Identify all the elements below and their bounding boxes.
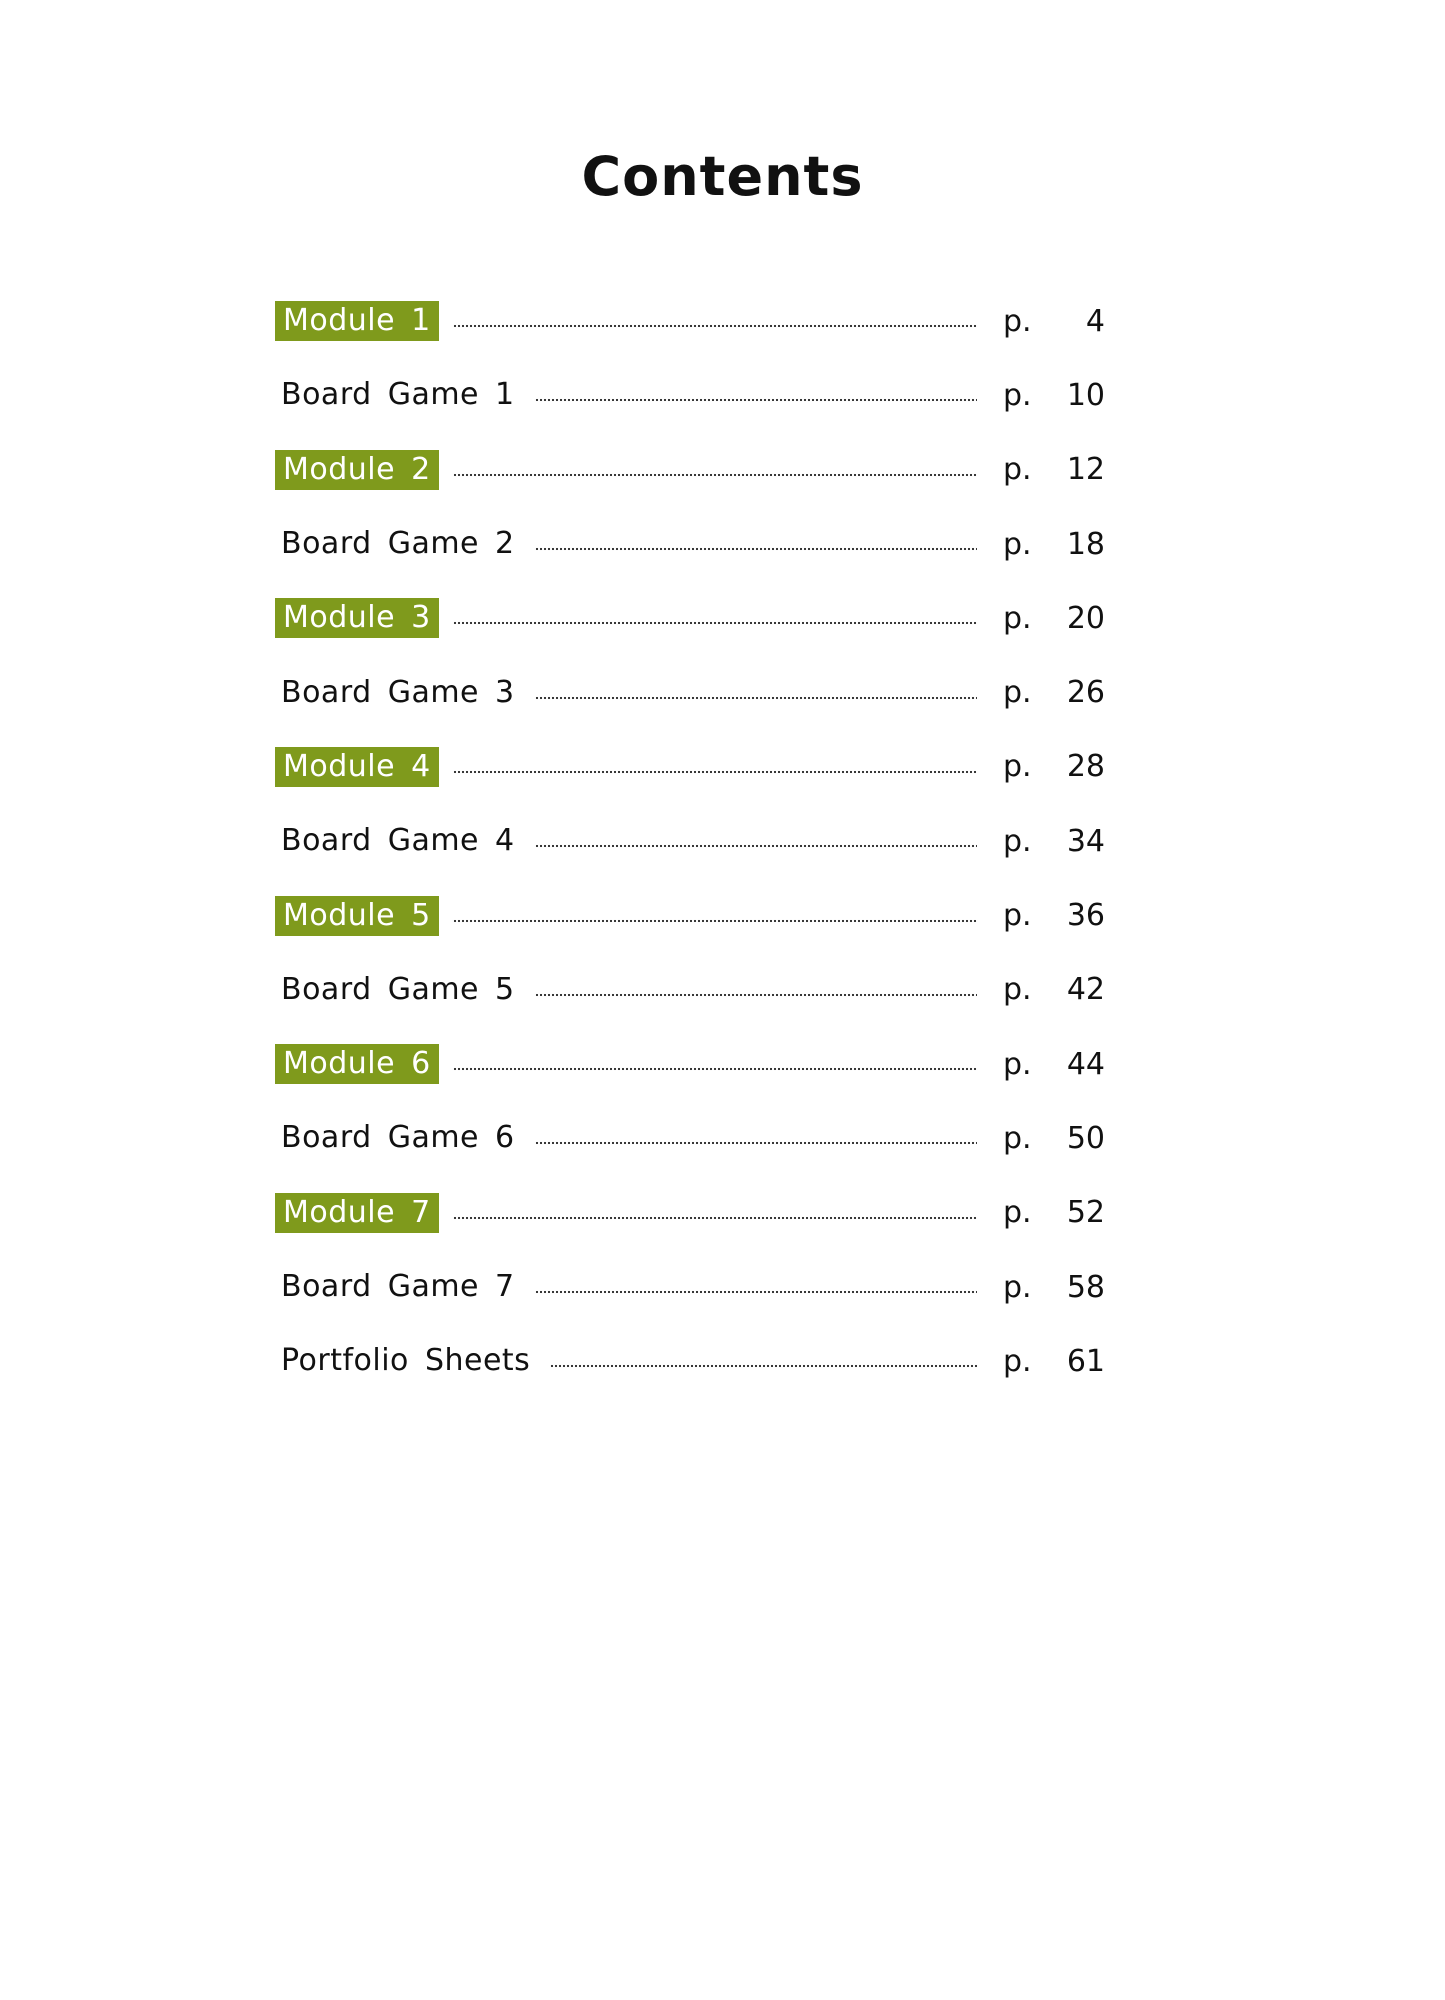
page-number: 44 [1066,1046,1105,1082]
toc-entry-label: Module 4 [275,747,439,787]
toc-entry-module-4[interactable] [275,730,1105,804]
page-number: 36 [1066,898,1105,934]
dot-leader [535,1141,977,1145]
page-number: 28 [1066,749,1105,785]
page-prefix: p. [1003,1046,1032,1082]
page-prefix: p. [1003,675,1032,711]
toc-entry-label: Board Game 6 [281,1120,515,1156]
dot-leader [453,621,977,625]
toc-entry-label: Module 6 [275,1044,439,1084]
page-prefix: p. [1003,1343,1032,1379]
toc-entry-module-2[interactable] [275,433,1105,507]
page-prefix: p. [1003,600,1032,636]
page-prefix: p. [1003,303,1032,339]
toc-entry-label: Module 1 [275,301,439,341]
toc-entry-board-game-2[interactable] [275,507,1105,581]
page-number: 4 [1085,303,1105,339]
toc-entry-label: Module 3 [275,598,439,638]
page-prefix: p. [1003,1269,1032,1305]
toc-entry-module-3[interactable] [275,581,1105,655]
dot-leader [453,1216,977,1220]
page-prefix: p. [1003,526,1032,562]
page-prefix: p. [1003,749,1032,785]
page-number: 52 [1066,1195,1105,1231]
page-prefix: p. [1003,823,1032,859]
toc-entry-board-game-5[interactable] [275,953,1105,1027]
toc-entry-label: Board Game 7 [281,1269,515,1304]
toc-entry-label: Board Game 2 [281,526,515,562]
page-prefix: p. [1003,972,1032,1008]
table-of-contents [275,284,1105,1398]
page-number: 20 [1066,600,1105,636]
page-number: 42 [1066,972,1105,1008]
page-prefix: p. [1003,1120,1032,1156]
page-title: Contents [581,145,864,208]
page-prefix: p. [1003,898,1032,934]
dot-leader [535,547,977,551]
page-number: 34 [1066,823,1105,859]
toc-entry-label: Board Game 3 [281,674,515,710]
toc-entry-label: Module 5 [275,896,439,936]
page-number: 58 [1066,1269,1105,1305]
dot-leader [453,770,977,774]
toc-entry-board-game-7[interactable] [275,1250,1105,1324]
toc-entry-label: Module 2 [275,450,439,490]
toc-entry-board-game-4[interactable] [275,804,1105,878]
page-prefix: p. [1003,1195,1032,1231]
dot-leader [535,1290,977,1294]
toc-entry-label: Board Game 1 [281,377,515,413]
dot-leader [535,398,977,402]
toc-entry-board-game-3[interactable] [275,655,1105,729]
toc-entry-module-7[interactable] [275,1176,1105,1250]
dot-leader [453,324,977,328]
page-number: 10 [1066,377,1105,413]
toc-entry-label: Portfolio Sheets [281,1343,531,1379]
toc-entry-board-game-6[interactable] [275,1101,1105,1175]
page-prefix: p. [1003,452,1032,488]
toc-entry-label: Board Game 5 [281,971,515,1007]
toc-entry-board-game-1[interactable] [275,358,1105,432]
toc-entry-portfolio-sheets[interactable] [275,1324,1105,1398]
toc-entry-module-6[interactable] [275,1027,1105,1101]
dot-leader [550,1364,977,1368]
page-prefix: p. [1003,377,1032,413]
toc-entry-module-1[interactable] [275,284,1105,358]
page-number: 26 [1066,675,1105,711]
dot-leader [535,844,977,848]
dot-leader [535,696,977,700]
dot-leader [453,1067,977,1071]
toc-entry-label: Module 7 [275,1193,439,1233]
toc-entry-label: Board Game 4 [281,823,515,859]
toc-entry-module-5[interactable] [275,878,1105,952]
dot-leader [453,473,977,477]
page-number: 61 [1066,1343,1105,1379]
page-number: 12 [1066,452,1105,488]
dot-leader [535,993,977,997]
page-number: 18 [1066,526,1105,562]
page-number: 50 [1066,1120,1105,1156]
dot-leader [453,919,977,923]
